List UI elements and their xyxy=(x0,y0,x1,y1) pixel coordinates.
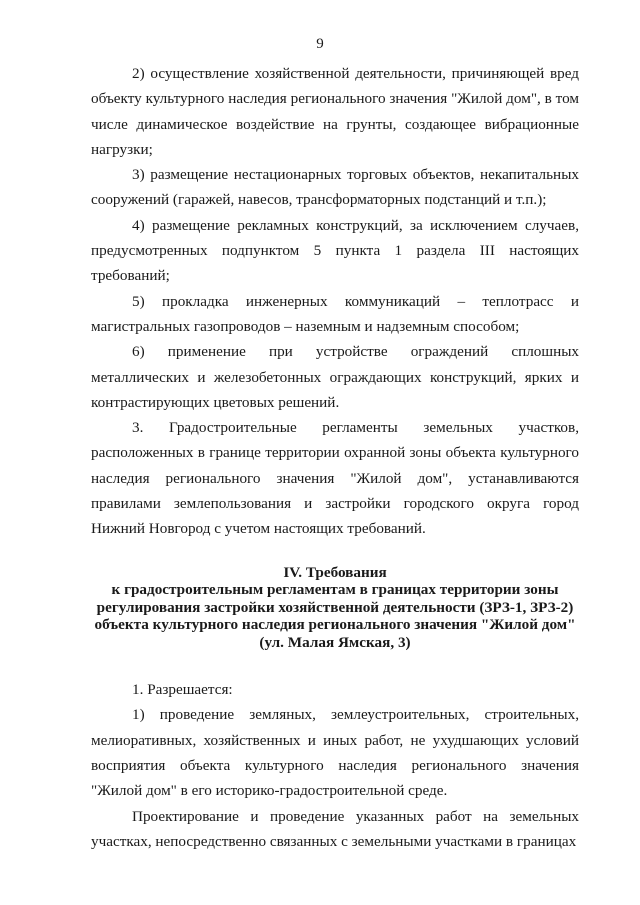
section-subtitle-line: объекта культурного наследия регионального значения "Жилой дом" xyxy=(94,616,576,634)
paragraph-item-5: 5) прокладка инженерных коммуникаций – теплотрасс и магистральных газопроводов – наземным и надземным способом; xyxy=(91,292,579,335)
section-subtitle-line: (ул. Малая Ямская, 3) xyxy=(259,633,411,651)
paragraph-clause-3: 3. Градостроительные регламенты земельных участков, расположенных в границе территории охранной зоны объекта культурного наследия регионального значения "Жилой дом", устанавливаются правилами землепользования и застройки городского округа город Нижний Новгород с учетом настоящих требований. xyxy=(91,419,579,538)
paragraph-item-6: 6) применение при устройстве ограждений сплошных металлических и железобетонных ограждающих конструкций, ярких и контрастирующих цветовых решений. xyxy=(91,343,579,411)
paragraph-item-2: 2) осуществление хозяйственной деятельности, причиняющей вред объекту культурного наследия регионального значения "Жилой дом", в том числе динамическое воздействие на грунты, создающее вибрационные нагрузки; xyxy=(91,65,579,158)
section-title: IV. Требования xyxy=(283,563,387,581)
paragraph-continuation: Проектирование и проведение указанных работ на земельных участках, непосредственно связанных с земельными участками в границах xyxy=(91,807,579,850)
paragraph-item-3: 3) размещение нестационарных торговых объектов, некапитальных сооружений (гаражей, навесов, трансформаторных подстанций и т.п.); xyxy=(91,166,579,209)
document-body xyxy=(91,61,579,854)
paragraph-item-1: 1) проведение земляных, землеустроительных, строительных, мелиоративных, хозяйственных и иных работ, не ухудшающих условий восприятия объекта культурного наследия регионального значения "Жилой дом" в его историко-градостроительной среде. xyxy=(91,706,579,800)
section-heading xyxy=(91,564,579,652)
section-subtitle-line: к градостроительным регламентам в границах территории зоны xyxy=(111,581,559,599)
paragraph-item-4: 4) размещение рекламных конструкций, за исключением случаев, предусмотренных подпунктом 5 пункта 1 раздела III настоящих требований; xyxy=(91,216,579,285)
section-subtitle-line: регулирования застройки хозяйственной деятельности (ЗРЗ-1, ЗРЗ-2) xyxy=(96,598,574,616)
page-number: 9 xyxy=(316,36,324,52)
paragraph-clause-1: 1. Разрешается: xyxy=(132,681,233,699)
